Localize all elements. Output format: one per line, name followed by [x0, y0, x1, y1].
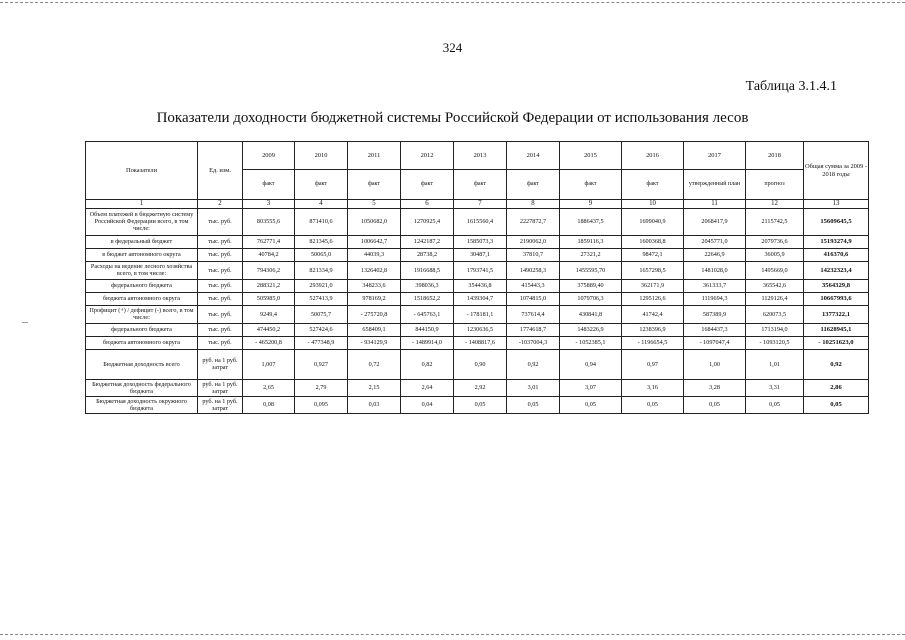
row-value: 1129126,4	[746, 292, 804, 305]
table-row	[86, 248, 869, 261]
row-unit: тыс. руб.	[198, 336, 243, 349]
row-value: 354436,8	[454, 279, 507, 292]
row-value: - 1097047,4	[684, 336, 746, 349]
row-value: 527413,9	[295, 292, 348, 305]
header-kind: утвержденный план	[684, 170, 746, 200]
row-value: 2,15	[348, 379, 401, 396]
header-kind: прогноз	[746, 170, 804, 200]
row-value: 1585073,3	[454, 235, 507, 248]
row-value: 2068417,9	[684, 208, 746, 235]
row-value: 50075,7	[295, 305, 348, 323]
row-value: 293921,0	[295, 279, 348, 292]
scan-mark	[22, 322, 28, 323]
row-value: 41742,4	[622, 305, 684, 323]
row-value: 1295126,6	[622, 292, 684, 305]
table-row	[86, 349, 869, 379]
row-value: 2,92	[454, 379, 507, 396]
row-value: 375889,40	[560, 279, 622, 292]
row-unit: руб. на 1 руб. затрат	[198, 396, 243, 413]
row-value: 1495669,0	[746, 261, 804, 279]
row-indicator: бюджета автономного округа	[86, 292, 198, 305]
row-value: 3,31	[746, 379, 804, 396]
column-number: 11	[684, 200, 746, 209]
header-kind: факт	[560, 170, 622, 200]
table-row	[86, 261, 869, 279]
row-value: - 477348,9	[295, 336, 348, 349]
row-value: 587389,9	[684, 305, 746, 323]
row-value: 1,01	[746, 349, 804, 379]
row-unit: тыс. руб.	[198, 292, 243, 305]
row-value: 40784,2	[243, 248, 295, 261]
row-value: 871410,6	[295, 208, 348, 235]
row-value: 3,16	[622, 379, 684, 396]
row-indicator: Бюджетная доходность всего	[86, 349, 198, 379]
row-unit: тыс. руб.	[198, 305, 243, 323]
row-value: - 465200,8	[243, 336, 295, 349]
row-value: 1481028,0	[684, 261, 746, 279]
table-row	[86, 336, 869, 349]
row-value: - 275720,8	[348, 305, 401, 323]
row-total: 2,86	[804, 379, 869, 396]
row-value: - 1052385,1	[560, 336, 622, 349]
row-indicator: в федеральный бюджет	[86, 235, 198, 248]
row-value: 36005,9	[746, 248, 804, 261]
row-total: 14232323,4	[804, 261, 869, 279]
row-value: 803555,6	[243, 208, 295, 235]
row-value: 1230636,5	[454, 323, 507, 336]
row-value: 1074815,0	[507, 292, 560, 305]
row-value: 0,97	[622, 349, 684, 379]
row-value: 1238396,9	[622, 323, 684, 336]
table-row	[86, 379, 869, 396]
row-value: 1657298,5	[622, 261, 684, 279]
table-title: Показатели доходности бюджетной системы Российской Федерации от использования лесов	[156, 110, 749, 126]
row-indicator: в бюджет автономного округа	[86, 248, 198, 261]
column-number: 9	[560, 200, 622, 209]
row-value: 505985,0	[243, 292, 295, 305]
column-number: 1	[86, 200, 198, 209]
column-number: 6	[401, 200, 454, 209]
row-total: 0,92	[804, 349, 869, 379]
row-value: 0,72	[348, 349, 401, 379]
table-row	[86, 279, 869, 292]
row-value: 2,65	[243, 379, 295, 396]
row-value: 2115742,5	[746, 208, 804, 235]
column-number-row	[86, 200, 869, 209]
row-value: - 1408817,6	[454, 336, 507, 349]
row-indicator: бюджета автономного округа	[86, 336, 198, 349]
header-year: 2016	[622, 142, 684, 170]
header-kind: факт	[401, 170, 454, 200]
row-unit: тыс. руб.	[198, 235, 243, 248]
row-value: 821345,6	[295, 235, 348, 248]
row-value: 288321,2	[243, 279, 295, 292]
top-scan-edge	[0, 2, 905, 3]
header-total: Общая сумма за 2009 - 2018 годы	[804, 142, 869, 200]
header-kind: факт	[243, 170, 295, 200]
row-value: 1006642,7	[348, 235, 401, 248]
row-value: 2079736,6	[746, 235, 804, 248]
row-value: 1455595,70	[560, 261, 622, 279]
row-value: - 178181,1	[454, 305, 507, 323]
row-value: 844150,9	[401, 323, 454, 336]
row-value: 398036,3	[401, 279, 454, 292]
row-value: 0,05	[507, 396, 560, 413]
row-value: 0,05	[454, 396, 507, 413]
table-row	[86, 292, 869, 305]
row-value: 0,08	[243, 396, 295, 413]
row-unit: тыс. руб.	[198, 323, 243, 336]
row-value: - 934129,9	[348, 336, 401, 349]
header-year: 2014	[507, 142, 560, 170]
row-unit: руб. на 1 руб. затрат	[198, 379, 243, 396]
row-total: 1377322,1	[804, 305, 869, 323]
header-years-row	[86, 142, 869, 170]
column-number: 5	[348, 200, 401, 209]
row-indicator: Бюджетная доходность федерального бюджета	[86, 379, 198, 396]
row-value: 0,94	[560, 349, 622, 379]
row-value: 0,03	[348, 396, 401, 413]
row-value: - 1196654,5	[622, 336, 684, 349]
row-indicator: Профицит (+) / дефицит (-) всего, в том числе:	[86, 305, 198, 323]
row-total: 11628945,1	[804, 323, 869, 336]
header-kind: факт	[507, 170, 560, 200]
row-indicator: Расходы на ведение лесного хозяйства всего, в том числе:	[86, 261, 198, 279]
budget-table	[85, 141, 869, 414]
column-number: 13	[804, 200, 869, 209]
row-total: 0,05	[804, 396, 869, 413]
header-year: 2011	[348, 142, 401, 170]
row-value: 737614,4	[507, 305, 560, 323]
header-kind: факт	[622, 170, 684, 200]
row-value: 1326402,8	[348, 261, 401, 279]
row-value: 37810,7	[507, 248, 560, 261]
row-value: 362171,9	[622, 279, 684, 292]
header-kind: факт	[348, 170, 401, 200]
row-total: 10667993,6	[804, 292, 869, 305]
row-value: 365542,6	[746, 279, 804, 292]
row-indicator: федерального бюджета	[86, 279, 198, 292]
row-value: 44039,3	[348, 248, 401, 261]
row-value: 3,07	[560, 379, 622, 396]
row-indicator: Объем платежей в бюджетную систему Российской Федерации всего, в том числе:	[86, 208, 198, 235]
column-number: 10	[622, 200, 684, 209]
row-value: 1916688,5	[401, 261, 454, 279]
table-row	[86, 305, 869, 323]
row-indicator: Бюджетная доходность окружного бюджета	[86, 396, 198, 413]
row-value: 1,00	[684, 349, 746, 379]
row-value: 1079706,3	[560, 292, 622, 305]
row-value: 1518652,2	[401, 292, 454, 305]
row-value: 1483226,9	[560, 323, 622, 336]
row-value: 1713194,0	[746, 323, 804, 336]
header-unit: Ед. изм.	[198, 142, 243, 200]
header-year: 2017	[684, 142, 746, 170]
row-value: 1615560,4	[454, 208, 507, 235]
row-value: 0,927	[295, 349, 348, 379]
row-value: 821334,9	[295, 261, 348, 279]
row-value: 27321,2	[560, 248, 622, 261]
header-year: 2015	[560, 142, 622, 170]
row-value: 3,28	[684, 379, 746, 396]
header-year: 2012	[401, 142, 454, 170]
row-value: 527424,6	[295, 323, 348, 336]
header-kind: факт	[454, 170, 507, 200]
header-indicator: Показатели	[86, 142, 198, 200]
column-number: 4	[295, 200, 348, 209]
row-value: 2190062,0	[507, 235, 560, 248]
row-value: 0,095	[295, 396, 348, 413]
row-total: - 10251623,0	[804, 336, 869, 349]
row-value: 1886437,5	[560, 208, 622, 235]
row-value: - 1489914,0	[401, 336, 454, 349]
table-number: Таблица 3.1.4.1	[745, 79, 837, 94]
header-kind: факт	[295, 170, 348, 200]
header-year: 2013	[454, 142, 507, 170]
header-year: 2018	[746, 142, 804, 170]
row-value: 348233,6	[348, 279, 401, 292]
row-value: 98472,1	[622, 248, 684, 261]
row-value: 0,82	[401, 349, 454, 379]
row-value: 1439304,7	[454, 292, 507, 305]
column-number: 3	[243, 200, 295, 209]
row-unit: тыс. руб.	[198, 261, 243, 279]
row-total: 416370,6	[804, 248, 869, 261]
row-value: 415443,3	[507, 279, 560, 292]
row-unit: руб. на 1 руб. затрат	[198, 349, 243, 379]
row-value: 50065,0	[295, 248, 348, 261]
table-row	[86, 235, 869, 248]
row-value: 0,05	[684, 396, 746, 413]
row-value: 1774618,7	[507, 323, 560, 336]
row-value: 1793741,5	[454, 261, 507, 279]
row-value: 430841,8	[560, 305, 622, 323]
row-value: 0,05	[746, 396, 804, 413]
row-value: - 1093120,5	[746, 336, 804, 349]
row-unit: тыс. руб.	[198, 248, 243, 261]
page-number: 324	[442, 40, 463, 55]
row-total: 15609645,5	[804, 208, 869, 235]
column-number: 2	[198, 200, 243, 209]
bottom-scan-edge	[0, 634, 905, 635]
row-value: 0,92	[507, 349, 560, 379]
row-value: 2,64	[401, 379, 454, 396]
row-value: 9249,4	[243, 305, 295, 323]
column-number: 7	[454, 200, 507, 209]
row-value: 978169,2	[348, 292, 401, 305]
row-value: 1119694,3	[684, 292, 746, 305]
column-number: 12	[746, 200, 804, 209]
header-year: 2009	[243, 142, 295, 170]
table-row	[86, 208, 869, 235]
row-value: 1242187,2	[401, 235, 454, 248]
row-value: 762771,4	[243, 235, 295, 248]
table-row	[86, 323, 869, 336]
row-value: 30487,1	[454, 248, 507, 261]
row-value: 2045771,0	[684, 235, 746, 248]
row-value: 0,05	[560, 396, 622, 413]
row-value: 1490258,3	[507, 261, 560, 279]
row-value: 620073,5	[746, 305, 804, 323]
row-value: 1050682,0	[348, 208, 401, 235]
row-value: 658409,1	[348, 323, 401, 336]
column-number: 8	[507, 200, 560, 209]
row-value: 0,90	[454, 349, 507, 379]
row-value: 1699040,9	[622, 208, 684, 235]
row-value: -1037004,3	[507, 336, 560, 349]
row-value: 2227872,7	[507, 208, 560, 235]
row-value: 0,05	[622, 396, 684, 413]
row-value: 1600368,8	[622, 235, 684, 248]
row-value: 361333,7	[684, 279, 746, 292]
row-value: 28738,2	[401, 248, 454, 261]
row-value: 22646,9	[684, 248, 746, 261]
row-value: 1859116,3	[560, 235, 622, 248]
row-value: 0,04	[401, 396, 454, 413]
header-year: 2010	[295, 142, 348, 170]
row-total: 15193274,9	[804, 235, 869, 248]
row-value: 2,79	[295, 379, 348, 396]
row-indicator: федерального бюджета	[86, 323, 198, 336]
table-row	[86, 396, 869, 413]
row-value: 1684437,3	[684, 323, 746, 336]
row-value: 3,01	[507, 379, 560, 396]
row-unit: тыс. руб.	[198, 279, 243, 292]
row-unit: тыс. руб.	[198, 208, 243, 235]
row-value: 794306,2	[243, 261, 295, 279]
row-total: 3564329,8	[804, 279, 869, 292]
row-value: 1270925,4	[401, 208, 454, 235]
row-value: 1,007	[243, 349, 295, 379]
row-value: - 645763,1	[401, 305, 454, 323]
row-value: 474450,2	[243, 323, 295, 336]
